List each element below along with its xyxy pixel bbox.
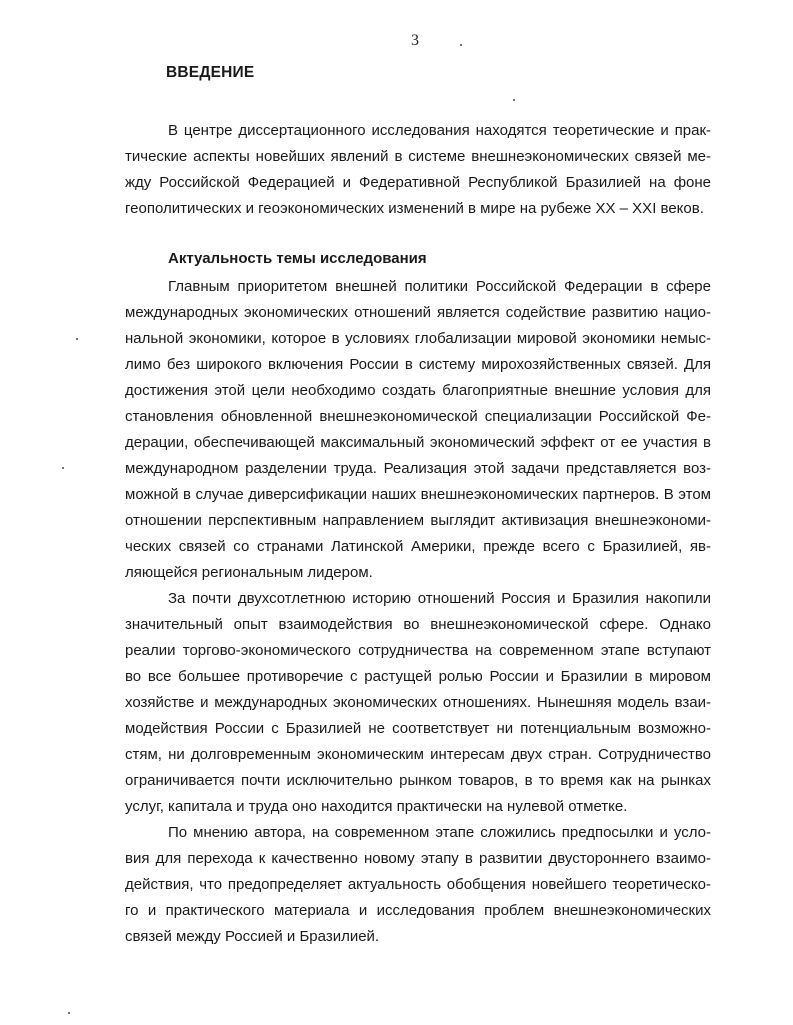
- text-line: го и практического материала и исследования проблем внешнеэкономических: [125, 902, 711, 919]
- text-line: достижения этой цели необходимо создать благоприятные внешние условия для: [125, 382, 711, 399]
- text-line: ограничивается почти исключительно рынком товаров, в то время как на рынках: [125, 772, 711, 789]
- scan-speck: [76, 338, 78, 340]
- text-line: вия для перехода к качественно новому этапу в развитии двустороннего взаимо-: [125, 850, 711, 867]
- text-line: международном разделении труда. Реализация этой задачи представляется воз-: [125, 460, 711, 477]
- page-heading: ВВЕДЕНИЕ: [166, 64, 255, 81]
- text-line: связей между Россией и Бразилией.: [125, 928, 380, 945]
- text-line: тические аспекты новейших явлений в системе внешнеэкономических связей ме-: [125, 148, 711, 165]
- scan-speck: [68, 1012, 70, 1014]
- text-line: лимо без широкого включения России в систему мирохозяйственных связей. Для: [125, 356, 711, 373]
- text-line: услуг, капитала и труда оно находится практически на нулевой отметке.: [125, 798, 628, 815]
- text-line: В центре диссертационного исследования находятся теоретические и прак-: [168, 122, 711, 139]
- text-line: ляющейся региональным лидером.: [125, 564, 373, 581]
- text-line: во все большее противоречие с растущей ролью России и Бразилии в мировом: [125, 668, 711, 685]
- scan-speck: [513, 99, 515, 101]
- text-line: нальной экономики, которое в условиях глобализации мировой экономики немыс-: [125, 330, 711, 347]
- text-line: Главным приоритетом внешней политики Российской Федерации в сфере: [168, 278, 711, 295]
- text-line: По мнению автора, на современном этапе сложились предпосылки и усло-: [168, 824, 711, 841]
- text-line: дерации, обеспечивающей максимальный экономический эффект от ее участия в: [125, 434, 711, 451]
- text-line: отношении перспективным направлением выглядит активизация внешнеэкономи-: [125, 512, 711, 529]
- text-line: хозяйстве и международных экономических отношениях. Нынешняя модель взаи-: [125, 694, 711, 711]
- text-line: действия, что предопределяет актуальность обобщения новейшего теоретическо-: [125, 876, 711, 893]
- text-line: можной в случае диверсификации наших внешнеэкономических партнеров. В этом: [125, 486, 711, 503]
- text-line: модействия России с Бразилией не соответствует ни потенциальным возможно-: [125, 720, 711, 737]
- page-number: 3: [411, 32, 419, 49]
- text-line: реалии торгово-экономического сотрудничества на современном этапе вступают: [125, 642, 711, 659]
- scan-speck: [62, 467, 64, 469]
- scan-speck: [460, 44, 462, 46]
- text-line: стям, ни долговременным экономическим интересам двух стран. Сотрудничество: [125, 746, 711, 763]
- text-line: ческих связей со странами Латинской Америки, прежде всего с Бразилией, яв-: [125, 538, 711, 555]
- text-line: За почти двухсотлетнюю историю отношений Россия и Бразилия накопили: [168, 590, 711, 607]
- text-line: международных экономических отношений является содействие развитию нацио-: [125, 304, 711, 321]
- text-line: геополитических и геоэкономических изменений в мире на рубеже XX – XXI веков.: [125, 200, 704, 217]
- text-line: становления обновленной внешнеэкономической специализации Российской Фе-: [125, 408, 711, 425]
- section-title: Актуальность темы исследования: [168, 250, 427, 267]
- text-line: значительный опыт взаимодействия во внешнеэкономической сфере. Однако: [125, 616, 711, 633]
- text-line: жду Российской Федерацией и Федеративной Республикой Бразилией на фоне: [125, 174, 711, 191]
